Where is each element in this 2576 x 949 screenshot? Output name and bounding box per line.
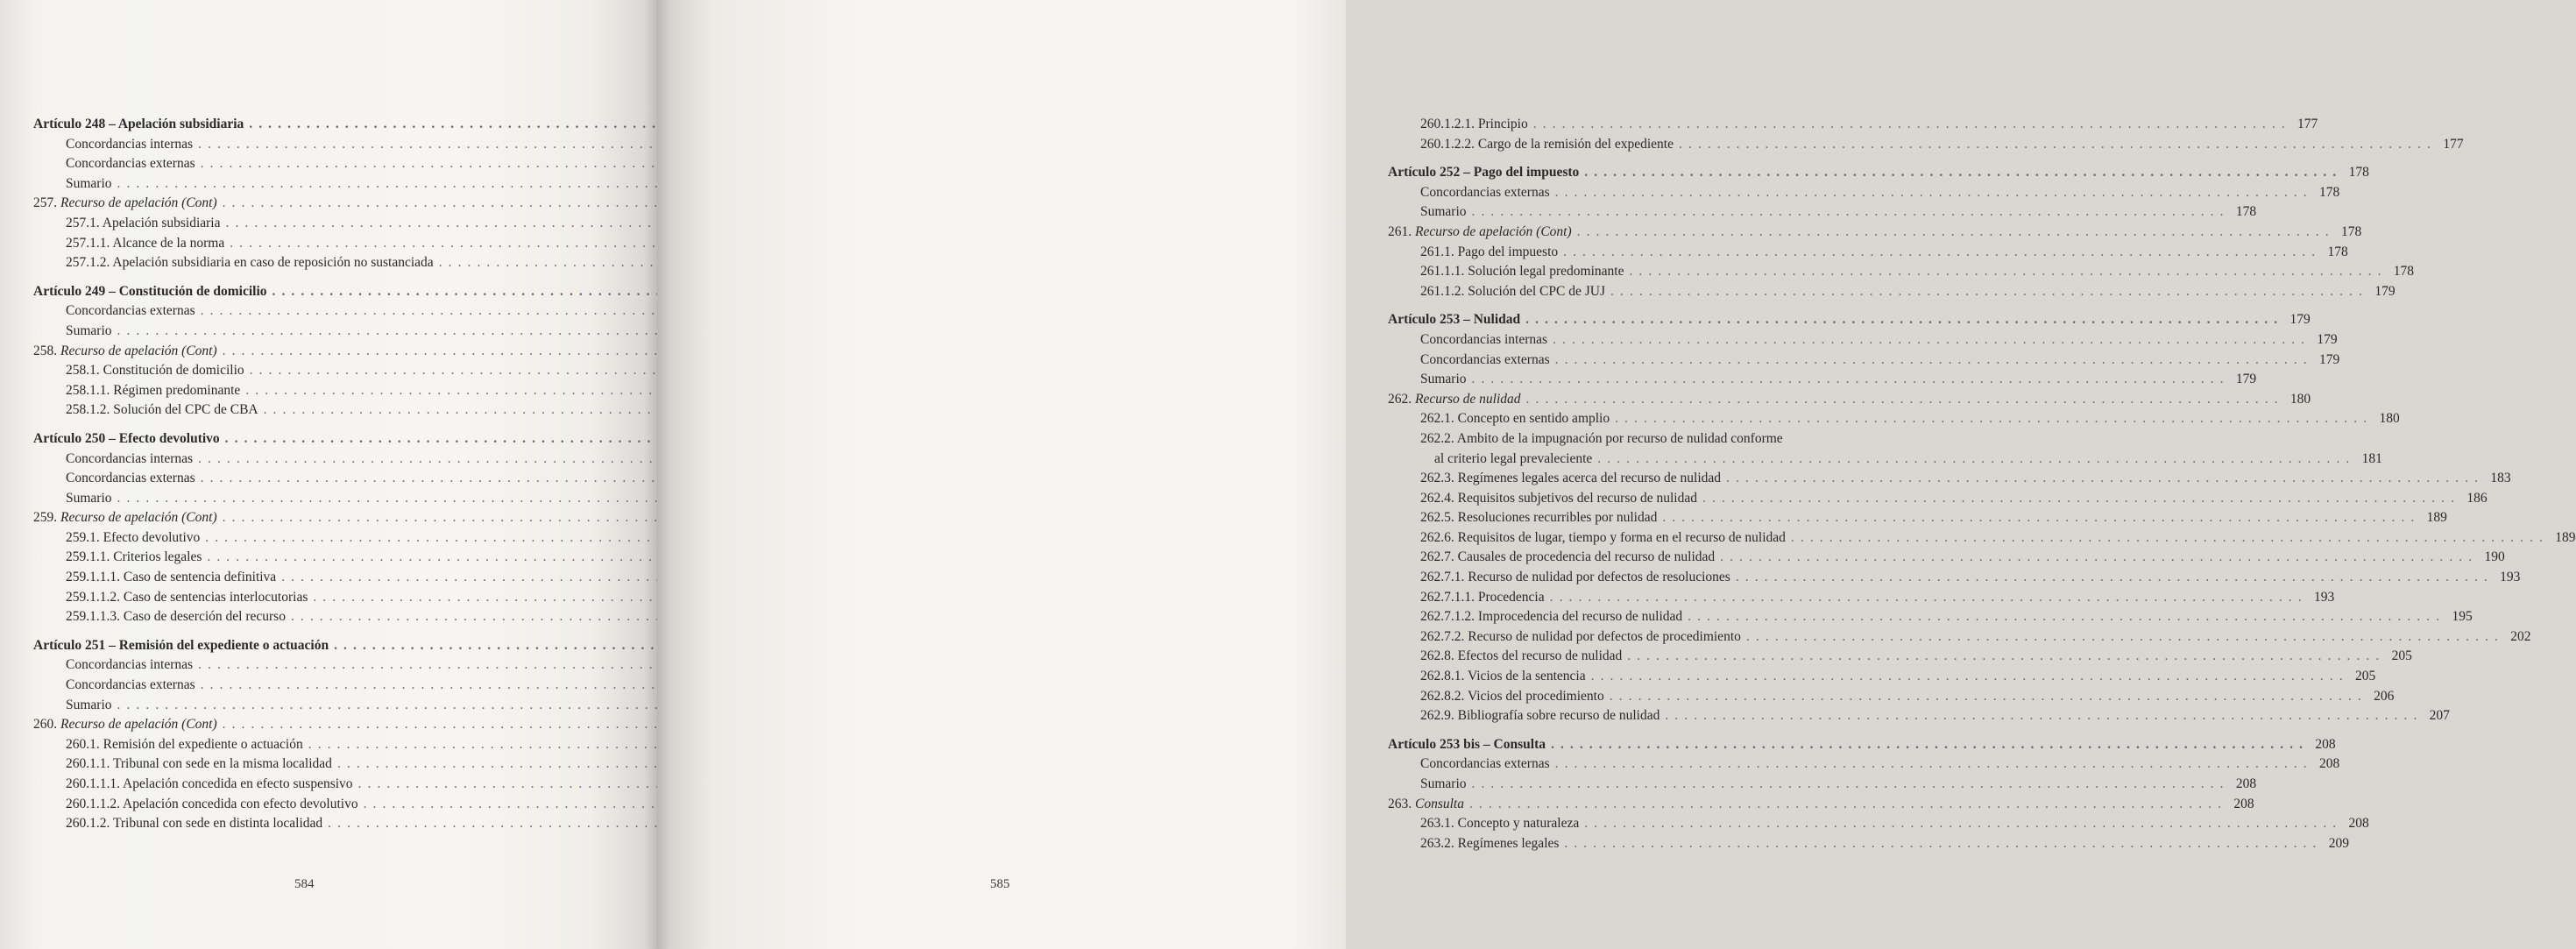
- toc-entry: [33, 655, 584, 676]
- toc-entry-label: 262.7.2. Recurso de nulidad por defectos de procedimiento: [1420, 628, 1741, 644]
- toc-page-number: 208: [2315, 736, 2336, 752]
- toc-page-number: 208: [2235, 776, 2257, 791]
- dot-leader: [1720, 548, 2473, 568]
- toc-entry-label: 260.1.1.2. Apelación concedida con efecto devolutivo: [66, 796, 358, 811]
- toc-entry: [1388, 135, 2464, 155]
- toc-entry: [33, 154, 584, 174]
- toc-page-number: 177: [2443, 136, 2464, 152]
- toc-entry-label: Sumario: [1420, 776, 1467, 791]
- toc-entry: [33, 301, 584, 322]
- toc-entry: [33, 489, 584, 509]
- dot-leader: [1555, 183, 2309, 203]
- dot-leader: [1615, 409, 2368, 429]
- toc-entry-label: 260.1.1.1. Apelación concedida en efecto suspensivo: [66, 776, 353, 791]
- toc-entry-label: 258.1.1. Régimen predominante: [66, 382, 241, 398]
- toc-entry-label: Recurso de apelación (Cont): [60, 717, 217, 733]
- toc-section-number: 261.: [1388, 223, 1412, 239]
- toc-section-entry: [1388, 223, 2362, 243]
- toc-entry: [1388, 834, 2349, 854]
- dot-leader: [1662, 508, 2416, 528]
- toc-entry-label: Concordancias externas: [1420, 184, 1550, 200]
- toc-entry-label: 259.1.1.2. Caso de sentencias interlocutorias: [66, 589, 308, 605]
- toc-entry: [1388, 115, 2318, 135]
- toc-section-entry: [1388, 795, 2254, 815]
- page-number-right: 585: [990, 877, 1010, 891]
- toc-entry: [1388, 282, 2396, 302]
- toc-page-number: 177: [2297, 117, 2318, 131]
- toc-entry-label: Concordancias externas: [66, 156, 195, 172]
- toc-entry: [33, 735, 584, 755]
- toc-page-number: 178: [2340, 223, 2362, 239]
- toc-section-entry: [33, 342, 584, 362]
- toc-entry: [1388, 370, 2257, 390]
- toc-page-number: 209: [2328, 835, 2349, 851]
- dot-leader: [1679, 135, 2432, 155]
- toc-entry: [1388, 429, 1936, 450]
- toc-entry: [33, 568, 584, 588]
- dot-leader: [1551, 735, 2304, 755]
- toc-page-number: 186: [2466, 490, 2488, 506]
- toc-entry: [33, 469, 584, 489]
- dot-leader: [1584, 163, 2338, 183]
- toc-entry: [33, 381, 584, 401]
- toc-page-number: 179: [2235, 372, 2257, 387]
- toc-entry-label: Recurso de apelación (Cont): [60, 195, 217, 211]
- toc-entry-label: 261.1. Pago del impuesto: [1420, 244, 1559, 259]
- toc-entry-label: Concordancias internas: [1420, 331, 1548, 347]
- dot-leader: [1553, 330, 2306, 351]
- toc-page-number: 189: [2426, 510, 2447, 526]
- toc-section-entry: [33, 194, 584, 214]
- toc-entry-label: 262.3. Regímenes legales acerca del recurso de nulidad: [1420, 471, 1722, 486]
- toc-entry-label: 257.1.1. Alcance de la norma: [66, 235, 225, 251]
- dot-leader: [1550, 588, 2304, 608]
- toc-page-number: 178: [2348, 165, 2369, 181]
- dot-leader: [1627, 647, 2381, 667]
- toc-entry-label: 259.1.1.1. Caso de sentencia definitiva: [66, 570, 277, 585]
- toc-section-number: 263.: [1388, 796, 1412, 811]
- dot-leader: [1736, 568, 2489, 588]
- toc-article-heading: [33, 636, 584, 656]
- toc-entry: [1388, 528, 2576, 549]
- toc-entry-label: 257.1.2. Apelación subsidiaria en caso de reposición no sustanciada: [66, 255, 434, 271]
- toc-page-number: 202: [2510, 628, 2531, 644]
- toc-page-number: 193: [2313, 589, 2335, 605]
- toc-entry-label: Sumario: [66, 322, 112, 338]
- toc-entry: [1388, 568, 2521, 588]
- dot-leader: [1688, 607, 2441, 627]
- toc-entry-label: Recurso de nulidad: [1415, 391, 1521, 407]
- toc-entry: [1388, 667, 2376, 687]
- toc-entry: [33, 795, 584, 815]
- toc-entry-label: Concordancias internas: [66, 136, 194, 152]
- dot-leader: [1746, 627, 2500, 648]
- toc-entry: [33, 214, 584, 234]
- toc-entry-label: 262.1. Concepto en sentido amplio: [1420, 411, 1610, 427]
- toc-entry: [1388, 607, 2473, 627]
- toc-page-number: 208: [2318, 756, 2340, 772]
- toc-entry: [1388, 627, 2531, 648]
- toc-entry: [33, 676, 584, 696]
- toc-entry: [33, 548, 584, 568]
- toc-entry: [1388, 202, 2257, 223]
- toc-entry: [1388, 330, 2338, 351]
- dot-leader: [1726, 469, 2480, 489]
- toc-page-number: 206: [2374, 688, 2395, 704]
- toc-entry-label: Artículo 250 – Efecto devolutivo: [33, 430, 220, 446]
- toc-entry-label: 262.9. Bibliografía sobre recurso de nulidad: [1420, 708, 1660, 724]
- toc-page-number: 208: [2348, 816, 2369, 832]
- toc-page-number: 178: [2318, 184, 2340, 200]
- toc-entry-label: 258.1.2. Solución del CPC de CBA: [66, 402, 258, 418]
- toc-right: [1388, 115, 2576, 853]
- toc-entry-label: Recurso de apelación (Cont): [60, 510, 217, 526]
- toc-entry: [33, 135, 584, 155]
- toc-article-heading: [1388, 735, 2336, 755]
- toc-page-number: 193: [2500, 570, 2521, 585]
- toc-page-number: 207: [2429, 708, 2450, 724]
- dot-leader: [1610, 282, 2364, 302]
- toc-entry: [1388, 588, 2335, 608]
- toc-entry-label: 263.1. Concepto y naturaleza: [1420, 816, 1580, 832]
- dot-leader: [1555, 351, 2309, 371]
- toc-article-heading: [33, 115, 584, 135]
- toc-entry: [33, 361, 584, 381]
- toc-section-number: 259.: [33, 510, 58, 526]
- toc-entry-label: Artículo 251 – Remisión del expediente o actuación: [33, 637, 329, 653]
- toc-entry-label: Artículo 253 – Nulidad: [1388, 312, 1521, 328]
- toc-page-number: 195: [2452, 609, 2473, 625]
- toc-article-heading: [1388, 310, 2311, 330]
- toc-page-number: 178: [2327, 244, 2348, 259]
- toc-entry-label: 262.8. Efectos del recurso de nulidad: [1420, 648, 1623, 664]
- toc-entry: [1388, 814, 2369, 834]
- toc-entry: [33, 588, 584, 608]
- toc-article-heading: [1388, 163, 2369, 183]
- toc-entry: [33, 322, 584, 342]
- toc-entry: [1388, 647, 2412, 667]
- dot-leader: [1469, 795, 2223, 815]
- toc-entry-label: 261.1.2. Solución del CPC de JUJ: [1420, 283, 1605, 299]
- dot-leader: [1563, 243, 2317, 263]
- page-number-left: 584: [294, 877, 315, 891]
- toc-section-number: 262.: [1388, 391, 1412, 407]
- toc-entry-label: Concordancias externas: [66, 471, 195, 486]
- dot-leader: [1577, 223, 2331, 243]
- toc-entry-label: 262.7.1. Recurso de nulidad por defectos de resoluciones: [1420, 570, 1730, 585]
- toc-entry-label: 263.2. Regímenes legales: [1420, 835, 1560, 851]
- toc-entry: [1388, 775, 2257, 795]
- toc-page-number: 178: [2393, 264, 2415, 280]
- dot-leader: [1702, 489, 2456, 509]
- toc-entry: [33, 253, 584, 273]
- dot-leader: [1525, 310, 2279, 330]
- dot-leader: [1591, 667, 2345, 687]
- toc-entry: [1388, 706, 2450, 726]
- dot-leader: [1665, 706, 2418, 726]
- toc-page-number: 179: [2289, 312, 2311, 328]
- toc-entry-label: Sumario: [66, 697, 112, 712]
- dot-leader: [1472, 202, 2226, 223]
- toc-entry: [33, 607, 584, 627]
- toc-entry-label: 262.4. Requisitos subjetivos del recurso de nulidad: [1420, 490, 1697, 506]
- toc-left: [33, 115, 584, 834]
- toc-entry-label: Concordancias externas: [1420, 756, 1550, 772]
- dot-leader: [1610, 687, 2363, 707]
- toc-entry-label: 262.8.1. Vicios de la sentencia: [1420, 669, 1586, 684]
- toc-entry-continuation: [1388, 450, 2382, 470]
- toc-entry: [33, 400, 584, 421]
- toc-entry: [1388, 262, 2415, 282]
- toc-entry-label: Sumario: [1420, 372, 1467, 387]
- toc-article-heading: [33, 282, 584, 302]
- toc-entry: [33, 234, 584, 254]
- toc-entry-label: 262.8.2. Vicios del procedimiento: [1420, 688, 1604, 704]
- toc-entry-label: Recurso de apelación (Cont): [1415, 223, 1572, 239]
- toc-entry: [33, 528, 584, 549]
- dot-leader: [1472, 775, 2226, 795]
- toc-entry-label: 257.1. Apelación subsidiaria: [66, 215, 221, 230]
- toc-entry: [1388, 687, 2395, 707]
- toc-page-number: 181: [2361, 450, 2382, 466]
- toc-entry-label: Sumario: [1420, 204, 1467, 220]
- toc-page-number: 180: [2379, 411, 2400, 427]
- toc-entry: [33, 696, 584, 716]
- right-page: [657, 0, 2576, 949]
- toc-entry-label: 262.7. Causales de procedencia del recurso de nulidad: [1420, 549, 1716, 565]
- toc-page-number: 208: [2233, 796, 2254, 811]
- dot-leader: [1555, 754, 2309, 775]
- toc-entry-label: 262.7.1.1. Procedencia: [1420, 589, 1545, 605]
- dot-leader: [1597, 450, 2351, 470]
- toc-entry: [1388, 754, 2340, 775]
- toc-page-number: 178: [2235, 204, 2257, 220]
- toc-entry: [1388, 469, 2511, 489]
- toc-entry-label: Artículo 252 – Pago del impuesto: [1388, 165, 1580, 181]
- toc-page-number: 205: [2354, 669, 2376, 684]
- toc-entry: [1388, 548, 2505, 568]
- toc-entry-label: 261.1.1. Solución legal predominante: [1420, 264, 1624, 280]
- toc-section-number: 258.: [33, 343, 58, 358]
- toc-entry: [1388, 243, 2348, 263]
- toc-entry: [33, 775, 584, 795]
- toc-entry-label: 262.2. Ambito de la impugnación por recurso de nulidad conforme: [1420, 430, 1783, 446]
- toc-entry-label: Concordancias externas: [66, 303, 195, 319]
- toc-page-number: 179: [2374, 283, 2396, 299]
- toc-entry-label: Artículo 248 – Apelación subsidiaria: [33, 117, 244, 131]
- toc-entry: [1388, 409, 2400, 429]
- toc-entry-label: Consulta: [1415, 796, 1464, 811]
- toc-entry: [33, 174, 584, 195]
- toc-page-number: 183: [2490, 471, 2511, 486]
- toc-page-number: 190: [2484, 549, 2505, 565]
- toc-page-number: 180: [2289, 391, 2311, 407]
- toc-entry-label: 258.1. Constitución de domicilio: [66, 363, 244, 379]
- toc-entry-label: 260.1.2. Tribunal con sede en distinta localidad: [66, 816, 323, 832]
- toc-entry-label: 262.7.1.2. Improcedencia del recurso de nulidad: [1420, 609, 1683, 625]
- dot-leader: [1533, 115, 2287, 135]
- toc-entry-label: 260.1.2.2. Cargo de la remisión del expediente: [1420, 136, 1674, 152]
- toc-entry-label: 262.6. Requisitos de lugar, tiempo y forma en el recurso de nulidad: [1420, 529, 1786, 545]
- dot-leader: [1472, 370, 2226, 390]
- toc-entry-label: Recurso de apelación (Cont): [60, 343, 217, 358]
- left-page: [0, 0, 657, 949]
- toc-entry-label: 259.1.1.3. Caso de deserción del recurso: [66, 609, 286, 625]
- toc-section-number: 260.: [33, 717, 58, 733]
- toc-entry-label: 259.1.1. Criterios legales: [66, 549, 202, 565]
- toc-section-entry: [1388, 390, 2311, 410]
- dot-leader: [1564, 834, 2318, 854]
- toc-entry: [1388, 183, 2340, 203]
- toc-entry-label: Artículo 253 bis – Consulta: [1388, 736, 1546, 752]
- toc-entry-label: Concordancias internas: [66, 450, 194, 466]
- toc-entry-label: Sumario: [66, 490, 112, 506]
- toc-page-number: 205: [2391, 648, 2412, 664]
- toc-entry-label: 262.5. Resoluciones recurribles por nulidad: [1420, 510, 1658, 526]
- dot-leader: [1584, 814, 2338, 834]
- toc-entry: [33, 450, 584, 470]
- toc-entry-label: 260.1.2.1. Principio: [1420, 117, 1528, 131]
- toc-entry: [33, 754, 584, 775]
- toc-entry-label: Sumario: [66, 175, 112, 191]
- toc-entry: [33, 814, 584, 834]
- toc-section-number: 257.: [33, 195, 58, 211]
- toc-entry: [1388, 351, 2340, 371]
- toc-entry: [1388, 508, 2447, 528]
- toc-entry-label: Artículo 249 – Constitución de domicilio: [33, 283, 267, 299]
- dot-leader: [1791, 528, 2544, 549]
- toc-section-entry: [33, 715, 584, 735]
- dot-leader: [1629, 262, 2382, 282]
- toc-entry-label: 260.1. Remisión del expediente o actuación: [66, 736, 303, 752]
- toc-entry-label: Concordancias internas: [66, 657, 194, 673]
- toc-page-number: 179: [2318, 351, 2340, 367]
- toc-entry-label: Concordancias externas: [66, 677, 195, 693]
- toc-page-number: 189: [2555, 529, 2576, 545]
- toc-entry-label-continuation: al criterio legal prevaleciente: [1434, 450, 1593, 466]
- toc-section-entry: [33, 508, 584, 528]
- toc-entry-label: Concordancias externas: [1420, 351, 1550, 367]
- toc-entry-label: 259.1. Efecto devolutivo: [66, 529, 201, 545]
- toc-entry-label: 260.1.1. Tribunal con sede en la misma localidad: [66, 756, 332, 772]
- toc-page-number: 179: [2317, 331, 2338, 347]
- dot-leader: [1526, 390, 2280, 410]
- toc-entry: [1388, 489, 2488, 509]
- toc-article-heading: [33, 429, 584, 450]
